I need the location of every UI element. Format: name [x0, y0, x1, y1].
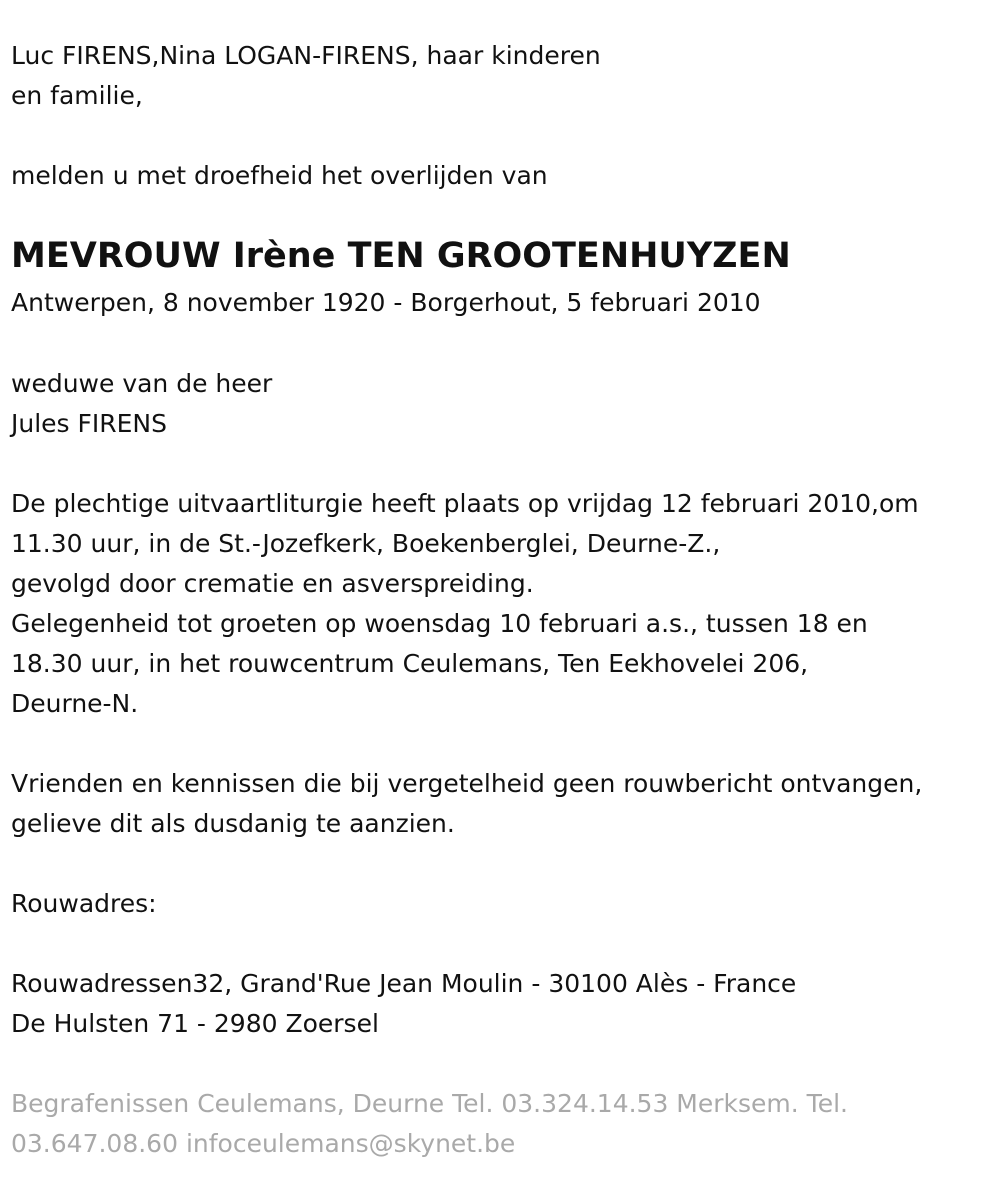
family-line-1: Luc FIRENS,Nina LOGAN-FIRENS, haar kinderen: [11, 41, 601, 70]
ceremony-line: Gelegenheid tot groeten op woensdag 10 februari a.s., tussen 18 en: [11, 609, 868, 638]
notice-line-2: gelieve dit als dusdanig te aanzien.: [11, 809, 455, 838]
mourning-address-line-1: Rouwadressen32, Grand'Rue Jean Moulin - 30100 Alès - France: [11, 969, 797, 998]
mourning-address-line-2: De Hulsten 71 - 2980 Zoersel: [11, 1009, 379, 1038]
deceased-name: MEVROUW Irène TEN GROOTENHUYZEN: [11, 236, 791, 276]
family-line-2: en familie,: [11, 81, 143, 110]
deceased-dates: Antwerpen, 8 november 1920 - Borgerhout, 5 februari 2010: [11, 288, 761, 317]
spouse-name: Jules FIRENS: [11, 409, 168, 438]
announcement-text: melden u met droefheid het overlijden van: [11, 161, 548, 190]
spouse-line-1: weduwe van de heer: [11, 369, 273, 398]
notice-line-1: Vrienden en kennissen die bij vergetelheid geen rouwbericht ontvangen,: [11, 769, 923, 798]
mourning-address-label: Rouwadres:: [11, 889, 157, 918]
ceremony-line: Deurne-N.: [11, 689, 139, 718]
funeral-home-footer-line-2: 03.647.08.60 infoceulemans@skynet.be: [11, 1129, 516, 1158]
funeral-home-footer-line-1: Begrafenissen Ceulemans, Deurne Tel. 03.324.14.53 Merksem. Tel.: [11, 1089, 848, 1118]
ceremony-line: De plechtige uitvaartliturgie heeft plaats op vrijdag 12 februari 2010,om: [11, 489, 919, 518]
ceremony-line: 11.30 uur, in de St.-Jozefkerk, Boekenberglei, Deurne-Z.,: [11, 529, 721, 558]
ceremony-line: gevolgd door crematie en asverspreiding.: [11, 569, 534, 598]
ceremony-line: 18.30 uur, in het rouwcentrum Ceulemans, Ten Eekhovelei 206,: [11, 649, 809, 678]
